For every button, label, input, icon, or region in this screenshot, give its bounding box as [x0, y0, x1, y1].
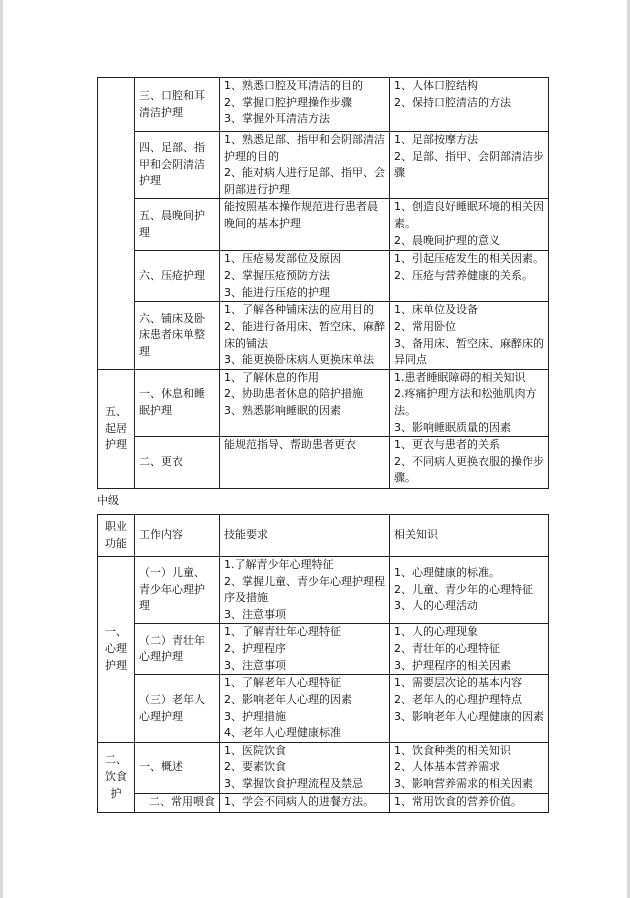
header-work-content: 工作内容 [135, 515, 220, 557]
category-cell: 二、饮食护 [98, 742, 135, 812]
table-row [98, 199, 549, 251]
table-row [98, 251, 549, 302]
header-row [98, 515, 549, 557]
header-skill-requirements: 技能要求 [220, 515, 390, 557]
work-content-cell: 五、晨晚间护理 [135, 199, 220, 251]
grade-label: 中级 [97, 494, 119, 507]
table-row [98, 675, 549, 742]
skills-table-2 [97, 514, 549, 813]
knowledge-cell: 1、需要层次论的基本内容 2、老年人的心理护理特点 3、影响老年人心理健康的因素 [390, 675, 549, 742]
category-cell: 一、心理护理 [98, 557, 135, 743]
table-row [98, 78, 549, 132]
header-career-function: 职业功能 [98, 515, 135, 557]
skills-cell: 1、压疮易发部位及原因 2、掌握压疮预防方法 3、能进行压疮的护理 [220, 251, 390, 302]
page-left-edge [0, 0, 3, 898]
work-content-cell: （二）青壮年心理护理 [135, 624, 220, 675]
knowledge-cell: 1、常用饮食的营养价值。 [390, 793, 549, 812]
category-cell [98, 78, 135, 370]
work-content-cell: 四、足部、指甲和会阴清洁护理 [135, 132, 220, 199]
table-row [98, 793, 549, 812]
knowledge-cell: 1、更衣与患者的关系 2、不同病人更换衣服的操作步骤。 [390, 437, 549, 489]
table-row [98, 557, 549, 624]
knowledge-cell: 1、心理健康的标准。 2、儿童、青少年的心理特征 3、人的心理活动 [390, 557, 549, 624]
table-row [98, 369, 549, 436]
category-cell: 五、起居护理 [98, 369, 135, 488]
skills-cell: 1、了解青壮年心理特征 2、护理程序 3、注意事项 [220, 624, 390, 675]
work-content-cell: 二、常用喂食 [135, 793, 220, 812]
table-row [98, 742, 549, 793]
work-content-cell: 六、铺床及卧床患者床单整理 [135, 302, 220, 369]
skills-cell: 1、熟悉足部、指甲和会阴部清洁护理的目的 2、能对病人进行足部、指甲、会阴部进行护理 [220, 132, 390, 199]
work-content-cell: 三、口腔和耳清洁护理 [135, 78, 220, 132]
table-row [98, 437, 549, 489]
knowledge-cell: 1、创造良好睡眠环境的相关因素。 2、晨晚间护理的意义 [390, 199, 549, 251]
work-content-cell: （一）儿童、青少年心理护理 [135, 557, 220, 624]
skills-cell: 1、医院饮食 2、要素饮食 3、掌握饮食护理流程及禁忌 [220, 742, 390, 793]
skills-cell: 1、了解老年人心理特征 2、影响老年人心理的因素 3、护理措施 4、老年人心理健康标准 [220, 675, 390, 742]
work-content-cell: 六、压疮护理 [135, 251, 220, 302]
knowledge-cell: 1、引起压疮发生的相关因素。 2、压疮与营养健康的关系。 [390, 251, 549, 302]
skills-cell: 1、学会不同病人的进餐方法。 [220, 793, 390, 812]
header-related-knowledge: 相关知识 [390, 515, 549, 557]
knowledge-cell: 1.患者睡眠障碍的相关知识 2.疼痛护理方法和松弛肌肉方法。 3、影响睡眠质量的因素 [390, 369, 549, 436]
skills-cell: 1、了解各种铺床法的应用目的 2、能进行备用床、暂空床、麻醉床的铺法 3、能更换卧床病人更换床单法 [220, 302, 390, 369]
work-content-cell: 一、休息和睡眠护理 [135, 369, 220, 436]
skills-cell: 能按照基本操作规范进行患者晨晚间的基本护理 [220, 199, 390, 251]
knowledge-cell: 1、床单位及设备 2、常用卧位 3、备用床、暂空床、麻醉床的异同点 [390, 302, 549, 369]
knowledge-cell: 1、人体口腔结构 2、保持口腔清洁的方法 [390, 78, 549, 132]
skills-cell: 1、熟悉口腔及耳清洁的目的 2、掌握口腔护理操作步骤 3、掌握外耳清洁方法 [220, 78, 390, 132]
skills-cell: 能规范指导、帮助患者更衣 [220, 437, 390, 489]
table-row [98, 624, 549, 675]
skills-cell: 1、了解休息的作用 2、协助患者休息的陪护措施 3、熟悉影响睡眠的因素 [220, 369, 390, 436]
knowledge-cell: 1、饮食种类的相关知识 2、人体基本营养需求 3、影响营养需求的相关因素 [390, 742, 549, 793]
knowledge-cell: 1、人的心理现象 2、青壮年的心理特征 3、护理程序的相关因素 [390, 624, 549, 675]
work-content-cell: 二、更衣 [135, 437, 220, 489]
work-content-cell: 一、概述 [135, 742, 220, 793]
knowledge-cell: 1、足部按摩方法 2、足部、指甲、会阴部清洁步骤 [390, 132, 549, 199]
table-row [98, 302, 549, 369]
skills-table-1 [97, 77, 549, 489]
work-content-cell: （三）老年人心理护理 [135, 675, 220, 742]
table-row [98, 132, 549, 199]
skills-cell: 1.了解青少年心理特征 2、掌握儿童、青少年心理护理程序及措施 3、注意事项 [220, 557, 390, 624]
